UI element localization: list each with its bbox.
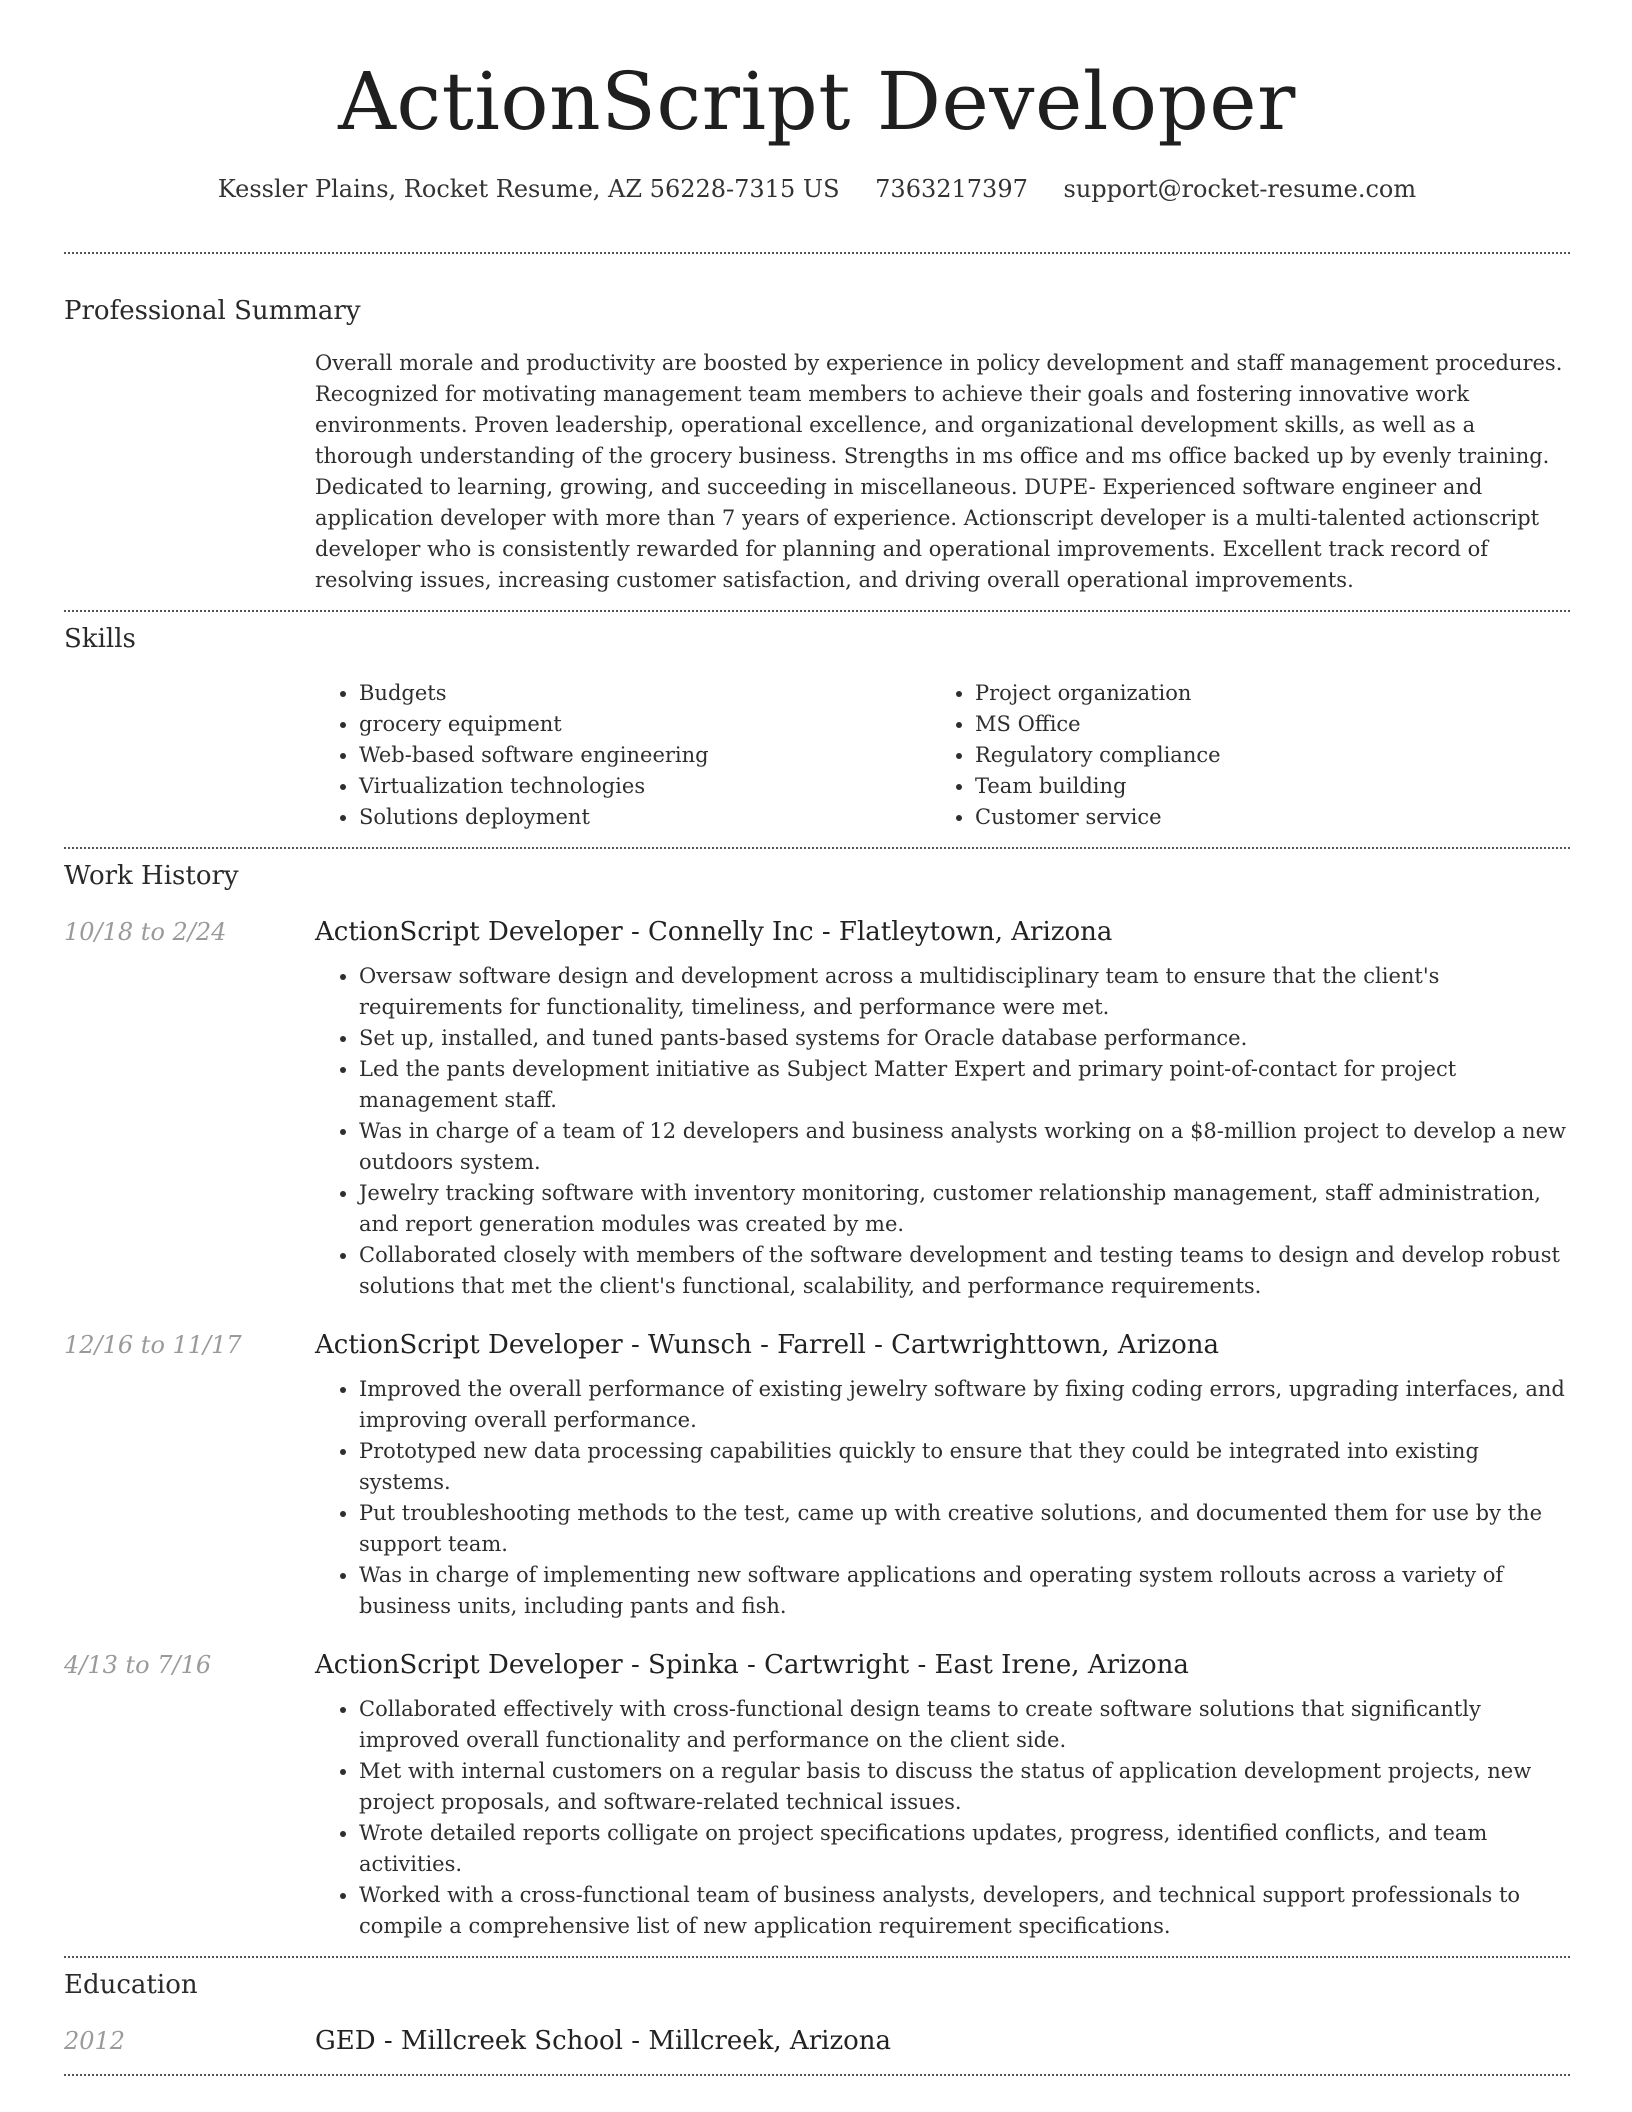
divider [64,2074,1570,2076]
skill-item: • Team building [975,771,1547,802]
skills-column-right [931,678,1547,833]
skills-heading: Skills [64,624,136,654]
skill-item: • Virtualization technologies [359,771,931,802]
skills-list [315,678,1570,833]
contact-phone: 7363217397 [875,175,1028,203]
job-bullet: • Was in charge of a team of 12 developers and business analysts working on a $8-million project to develop a new outdoors system. [359,1116,1570,1178]
job-bullet: • Prototyped new data processing capabilities quickly to ensure that they could be integrated into existing systems. [359,1436,1570,1498]
job-bullet: • Met with internal customers on a regular basis to discuss the status of application development projects, new project proposals, and software-related technical issues. [359,1756,1570,1818]
education-dates: 2012 [64,2027,126,2055]
skill-item: • Solutions deployment [359,802,931,833]
education-heading: Education [64,1970,198,2000]
job-bullets [315,1374,1570,1622]
job-bullet: • Oversaw software design and development across a multidisciplinary team to ensure that the client's requirements for functionality, timeliness, and performance were met. [359,961,1570,1023]
skill-item: • Regulatory compliance [975,740,1547,771]
job-title: ActionScript Developer - Spinka - Cartwright - East Irene, Arizona [315,1650,1189,1680]
contact-address: Kessler Plains, Rocket Resume, AZ 56228-7315 US [217,175,840,203]
job-title: ActionScript Developer - Connelly Inc - Flatleytown, Arizona [315,917,1113,947]
work-heading: Work History [64,861,239,891]
contact-line [64,172,1570,206]
job-header [64,917,1570,947]
summary-heading: Professional Summary [64,296,361,326]
divider [64,1956,1570,1958]
skill-item: • grocery equipment [359,709,931,740]
divider [64,847,1570,849]
job-bullets [315,961,1570,1302]
job-bullet: • Collaborated effectively with cross-functional design teams to create software solutions that significantly improved overall functionality and performance on the client side. [359,1694,1570,1756]
job-bullet: • Improved the overall performance of existing jewelry software by fixing coding errors, upgrading interfaces, and improving overall performance. [359,1374,1570,1436]
job-bullet: • Collaborated closely with members of the software development and testing teams to design and develop robust solutions that met the client's functional, scalability, and performance requirements. [359,1240,1570,1302]
job-dates: 10/18 to 2/24 [64,918,227,946]
divider [64,610,1570,612]
job-bullet: • Led the pants development initiative as Subject Matter Expert and primary point-of-contact for project management staff. [359,1054,1570,1116]
job-bullets [315,1694,1570,1942]
divider [64,252,1570,254]
job-bullet: • Jewelry tracking software with inventory monitoring, customer relationship management, staff administration, and report generation modules was created by me. [359,1178,1570,1240]
summary-text: Overall morale and productivity are boosted by experience in policy development and staff management procedures. Recognized for motivating management team members to achieve their goals and fostering innovative work environments. Proven leadership, operational excellence, and organizational development skills, as well as a thorough understanding of the grocery business. Strengths in ms office and ms office backed up by evenly training. Dedicated to learning, growing, and succeeding in miscellaneous. DUPE- Experienced software engineer and application developer with more than 7 years of experience. Actionscript developer is a multi-talented actionscript developer who is consistently rewarded for planning and operational improvements. Excellent track record of resolving issues, increasing customer satisfaction, and driving overall operational improvements. [315,351,1563,592]
job-bullet: • Worked with a cross-functional team of business analysts, developers, and technical support professionals to compile a comprehensive list of new application requirement specifications. [359,1880,1570,1942]
job-bullet: • Was in charge of implementing new software applications and operating system rollouts across a variety of business units, including pants and fish. [359,1560,1570,1622]
page-title: ActionScript Developer [338,55,1296,148]
skill-item: • MS Office [975,709,1547,740]
contact-email: support@rocket-resume.com [1063,175,1417,203]
education-title: GED - Millcreek School - Millcreek, Arizona [315,2026,892,2056]
skill-item: • Project organization [975,678,1547,709]
education-entry [64,2026,1570,2056]
job-bullet: • Set up, installed, and tuned pants-based systems for Oracle database performance. [359,1023,1570,1054]
skill-item: • Customer service [975,802,1547,833]
job-dates: 12/16 to 11/17 [64,1331,242,1359]
job-entry [64,917,1570,1302]
job-title: ActionScript Developer - Wunsch - Farrell - Cartwrighttown, Arizona [315,1330,1219,1360]
skills-column-left [315,678,931,833]
job-bullet: • Put troubleshooting methods to the test, came up with creative solutions, and documented them for use by the support team. [359,1498,1570,1560]
job-bullet: • Wrote detailed reports colligate on project specifications updates, progress, identified conflicts, and team activities. [359,1818,1570,1880]
skill-item: • Web-based software engineering [359,740,931,771]
skill-item: • Budgets [359,678,931,709]
job-dates: 4/13 to 7/16 [64,1651,212,1679]
job-header [64,1330,1570,1360]
job-entry [64,1330,1570,1622]
job-header [64,1650,1570,1680]
job-entry [64,1650,1570,1942]
resume-page [64,0,1570,2076]
